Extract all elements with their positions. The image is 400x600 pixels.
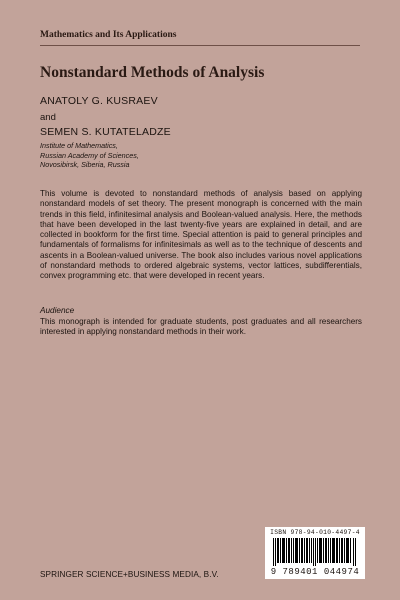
affiliation-line: Institute of Mathematics, (40, 141, 118, 150)
author-first: ANATOLY G. KUSRAEV (40, 95, 158, 107)
author-connector: and (40, 112, 56, 123)
author-affiliation (40, 141, 139, 170)
book-title: Nonstandard Methods of Analysis (40, 64, 265, 81)
publisher-name: SPRINGER SCIENCE+BUSINESS MEDIA, B.V. (40, 570, 219, 579)
isbn-text: ISBN 978-94-010-4497-4 (270, 529, 360, 536)
affiliation-line: Novosibirsk, Siberia, Russia (40, 160, 130, 170)
barcode-icon (273, 538, 357, 566)
barcode-block (265, 527, 365, 579)
author-second: SEMEN S. KUTATELADZE (40, 126, 171, 138)
series-title: Mathematics and Its Applications (40, 30, 177, 40)
ean-digits: 9 789401 044974 (270, 567, 360, 577)
affiliation-line: Russian Academy of Sciences, (40, 150, 139, 160)
series-divider (40, 45, 360, 46)
book-description: This volume is devoted to nonstandard methods of analysis based on applying nonstandard models of set theory. The present monograph is concerned with the main trends in this field, infinitesimal analysis and Boolean-valued analysis. Here, the methods that have been developed in the last twenty-five years are explained in detail, and are collected in bookform for the first time. Special attention is paid to general principles and fundamentals of formalisms for infinitesimals as well as to the technique of descents and ascents in a Boolean-valued universe. The book also includes various novel applications of nonstandard methods to ordered algebraic systems, vector lattices, subdifferentials, convex programming etc. that were developed in recent years. (40, 189, 362, 281)
audience-label: Audience (40, 306, 75, 315)
audience-text: This monograph is intended for graduate students, post graduates and all researchers interested in applying nonstandard methods in their work. (40, 317, 362, 337)
